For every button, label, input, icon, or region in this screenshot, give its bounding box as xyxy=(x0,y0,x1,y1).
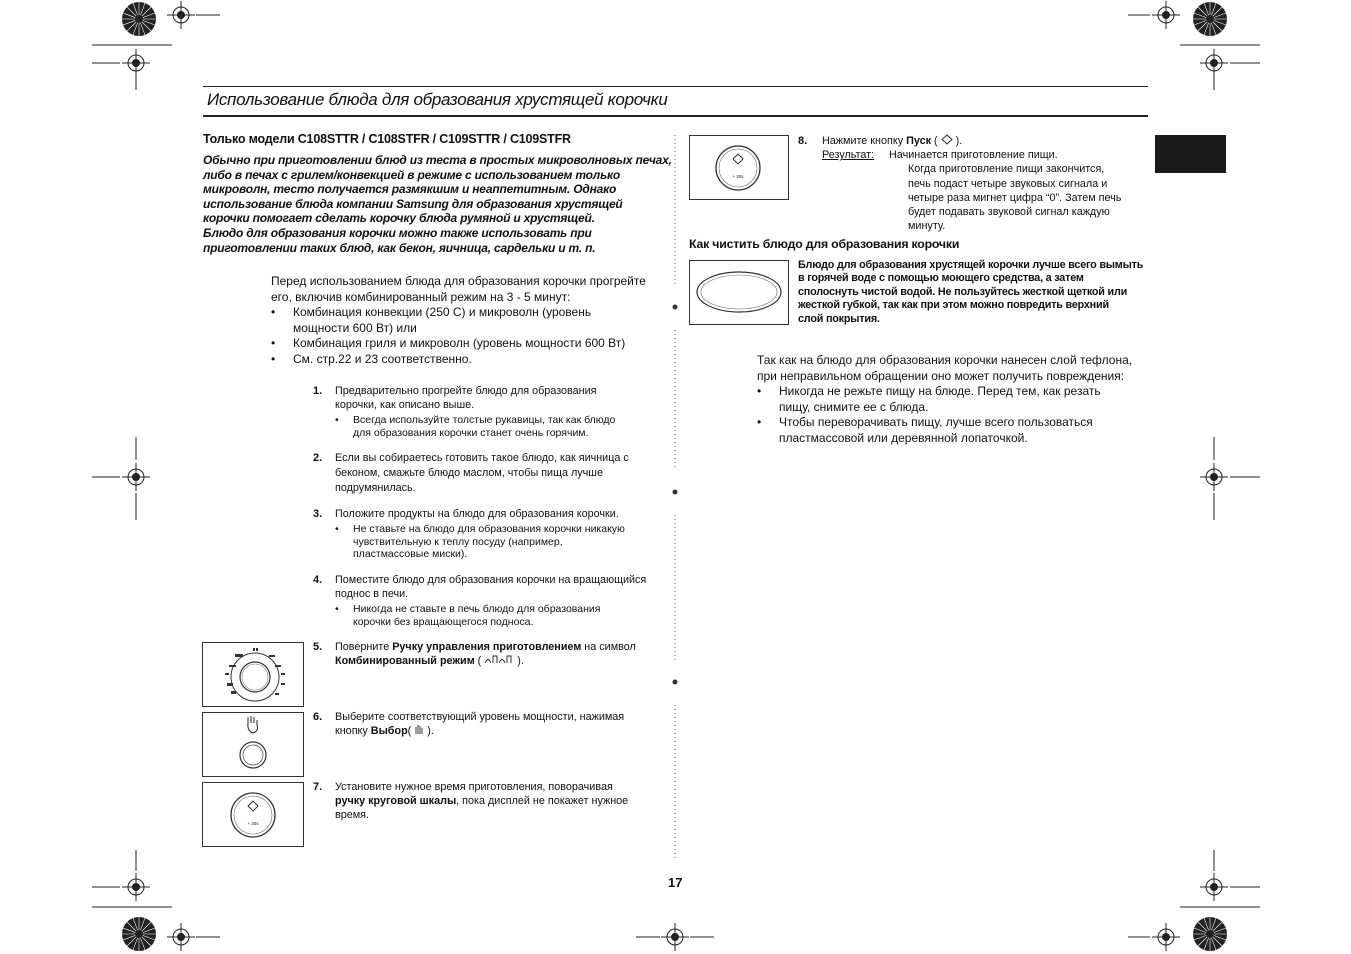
list-item-text: См. стр.22 и 23 соответственно. xyxy=(293,351,472,366)
preheat-line: Перед использованием блюда для образования корочки прогрейте xyxy=(271,274,646,288)
list-item-text: Никогда не режьте пищу на блюде. Перед тем, как резать xyxy=(779,384,1101,398)
step-5 xyxy=(313,640,665,668)
select-button-figure xyxy=(202,712,304,777)
list-item-text: Комбинация конвекции (250 С) и микроволн (уровень xyxy=(293,305,592,319)
step-8 xyxy=(798,134,1153,233)
bullet-icon: • xyxy=(271,351,276,366)
cleaning-heading: Как чистить блюдо для образования корочки xyxy=(689,237,960,251)
intro-line: приготовлении таких блюд, как бекон, яичница, сардельки и т. п. xyxy=(203,240,596,255)
intro-line: Обычно при приготовлении блюд из теста в простых микроволновых печах, xyxy=(203,153,672,167)
start-diamond-icon xyxy=(941,134,953,145)
list-item-text: мощности 600 Вт) или xyxy=(293,320,417,335)
step-keyword: ручку круговой шкалы xyxy=(335,795,457,807)
sunburst-icon xyxy=(1193,917,1227,951)
step-text: Нажмите кнопку xyxy=(822,135,907,147)
step-keyword: Пуск xyxy=(906,135,931,147)
step-text: ). xyxy=(424,725,434,737)
result-text: четыре раза мигнет цифра “0”. Затем печь xyxy=(908,191,1122,204)
intro-line: корочки помогает сделать корочку блюда румяной и хрустящей. xyxy=(203,211,595,226)
step-text: подрумянилась. xyxy=(335,482,416,494)
crusty-plate-icon xyxy=(690,261,788,324)
list-item xyxy=(271,305,666,336)
step-subitem-text: Не ставьте на блюдо для образования корочки никакую xyxy=(353,523,625,535)
cleaning-text xyxy=(798,259,1153,326)
step-text: Предварительно прогрейте блюдо для образования xyxy=(335,385,597,397)
step-text: кнопку xyxy=(335,725,371,737)
intro-paragraph xyxy=(203,153,672,255)
step-subitem-text: пластмассовые миски). xyxy=(353,548,468,560)
result-text: Когда приготовление пищи закончится, xyxy=(908,163,1105,176)
result-text: минуту. xyxy=(908,220,946,233)
step-subitem xyxy=(335,603,665,628)
step-text: время. xyxy=(335,809,370,821)
step-4 xyxy=(313,573,665,628)
crosshair-icon xyxy=(661,923,689,951)
teflon-line: при неправильном обращении оно может получить повреждения: xyxy=(757,368,1125,383)
step-1 xyxy=(313,384,665,439)
combi-mode-icon xyxy=(484,654,514,665)
start-dial-icon xyxy=(203,783,303,846)
step-keyword: Комбинированный режим xyxy=(335,655,475,667)
crosshair-icon xyxy=(167,1,195,29)
step-text: беконом, смажьте блюдо маслом, чтобы пища лучше xyxy=(335,467,603,479)
crosshair-icon xyxy=(1200,873,1228,901)
step-text: Выберите соответствующий уровень мощности, нажимая xyxy=(335,711,625,723)
step-number: 1. xyxy=(313,385,323,397)
crosshair-icon xyxy=(1152,1,1180,29)
start-label: + 30s xyxy=(732,174,744,179)
dial-figure xyxy=(202,782,304,847)
step-text: Поместите блюдо для образования корочки на вращающийся xyxy=(335,574,647,586)
step-subitem-text: Никогда не ставьте в печь блюдо для образования xyxy=(353,603,601,615)
hand-icon xyxy=(414,724,424,735)
bullet-icon: • xyxy=(757,384,762,398)
crosshair-icon xyxy=(122,49,150,77)
page-title: Использование блюда для образования хрустящей корочки xyxy=(207,90,668,109)
step-text: Установите нужное время приготовления, поворачивая xyxy=(335,781,613,793)
cleaning-line: слой покрытия. xyxy=(798,312,880,325)
bullet-icon: • xyxy=(757,415,762,429)
step-subitem-text: для образования корочки станет очень горячим. xyxy=(353,426,589,439)
step-text: ( xyxy=(931,135,941,147)
step-number: 7. xyxy=(313,781,323,793)
cleaning-line: жесткой губкой, так как при этом можно повредить верхний xyxy=(798,299,1109,312)
crosshair-icon xyxy=(1152,923,1180,951)
intro-line: использование блюда компании Samsung для образования хрустящей xyxy=(203,196,623,211)
step-2 xyxy=(313,451,665,496)
teflon-block xyxy=(757,353,1152,446)
step-subitem-text: чувствительную к теплу посуду (например, xyxy=(353,535,563,548)
models-heading: Только модели C108STTR / C108STFR / C109STTR / C109STFR xyxy=(203,132,571,146)
step-text: поднос в печи. xyxy=(335,588,409,600)
list-item-text: пластмассовой или деревянной лопаточкой. xyxy=(779,430,1028,445)
result-text: Начинается приготовление пищи. xyxy=(889,149,1058,162)
bullet-icon: • xyxy=(335,523,339,535)
step-text: Поверните xyxy=(335,641,393,653)
title-rule-top xyxy=(203,86,1148,87)
section-tab xyxy=(1155,135,1226,173)
step-text: ). xyxy=(952,135,963,147)
step-text: ( xyxy=(474,655,485,667)
step-text: ). xyxy=(514,655,524,667)
sunburst-icon xyxy=(1193,2,1227,36)
crosshair-icon xyxy=(122,463,150,491)
step-number: 3. xyxy=(313,508,323,520)
step-text: на символ xyxy=(581,641,636,653)
title-rule-bottom xyxy=(203,115,1148,117)
start-button-icon xyxy=(690,136,788,199)
select-button-icon xyxy=(203,713,303,776)
intro-line: либо в печах с грилем/конвекцией в режиме с использованием только xyxy=(203,167,621,182)
result-text: печь подаст четыре звуковых сигнала и xyxy=(908,177,1108,190)
bullet-icon: • xyxy=(335,414,339,426)
step-text: , пока дисплей не покажет нужное xyxy=(456,795,629,807)
teflon-line: Так как на блюдо для образования корочки нанесен слой тефлона, xyxy=(757,353,1133,367)
sunburst-icon xyxy=(122,917,156,951)
preheat-block xyxy=(271,274,666,367)
step-text: Если вы собираетесь готовить такое блюдо, как яичница с xyxy=(335,452,629,464)
step-number: 2. xyxy=(313,452,323,464)
bullet-icon: • xyxy=(271,305,276,319)
page-number: 17 xyxy=(668,875,683,890)
list-item xyxy=(271,352,666,368)
step-text: корочки, как описано выше. xyxy=(335,399,475,411)
result-label: Результат: xyxy=(822,149,875,162)
step-text: Положите продукты на блюдо для образования корочки. xyxy=(335,508,619,520)
crosshair-icon xyxy=(1200,463,1228,491)
bullet-icon: • xyxy=(335,603,339,615)
crosshair-icon xyxy=(122,873,150,901)
intro-line: Блюдо для образования корочки можно также использовать при xyxy=(203,225,592,240)
cleaning-line: сполоснуть чистой водой. Не пользуйтесь жесткой щеткой или xyxy=(798,285,1128,298)
list-item-text: Чтобы переворачивать пищу, лучше всего пользоваться xyxy=(779,415,1093,429)
list-item xyxy=(757,384,1152,415)
step-number: 8. xyxy=(798,135,808,147)
list-item xyxy=(271,336,666,352)
list-item xyxy=(757,415,1152,446)
mode-dial-icon xyxy=(203,643,303,706)
preheat-line: его, включив комбинированный режим на 3 - 5 минут: xyxy=(271,289,571,304)
start-button-figure xyxy=(689,135,789,200)
step-number: 5. xyxy=(313,641,323,653)
list-item-text: Комбинация гриля и микроволн (уровень мощности 600 Вт) xyxy=(293,336,626,350)
step-keyword: Выбор xyxy=(370,725,408,737)
cleaning-line: Блюдо для образования хрустящей корочки лучше всего вымыть xyxy=(798,259,1144,271)
result-text: будет подавать звуковой сигнал каждую xyxy=(908,206,1110,219)
bullet-icon: • xyxy=(271,336,276,350)
crusty-plate-figure xyxy=(689,260,789,325)
step-6 xyxy=(313,710,665,738)
step-3 xyxy=(313,507,665,561)
control-knob-figure xyxy=(202,642,304,707)
step-7 xyxy=(313,780,665,822)
crosshair-icon xyxy=(1200,49,1228,77)
intro-line: микроволн, тесто получается размякшим и неаппетитным. Однако xyxy=(203,182,617,197)
cleaning-line: в горячей воде с помощью моющего средства, а затем xyxy=(798,272,1084,285)
sunburst-icon xyxy=(122,2,156,36)
crosshair-icon xyxy=(167,923,195,951)
step-number: 6. xyxy=(313,711,323,723)
step-subitem xyxy=(335,414,665,439)
step-subitem-text: корочки без вращающегося подноса. xyxy=(353,615,534,628)
step-subitem xyxy=(335,523,665,561)
step-number: 4. xyxy=(313,574,323,586)
dial-label: + 30s xyxy=(247,821,259,826)
step-text: ( xyxy=(407,725,415,737)
step-subitem-text: Всегда используйте толстые рукавицы, так как блюдо xyxy=(353,414,616,426)
list-item-text: пищу, снимите ее с блюда. xyxy=(779,399,929,414)
step-keyword: Ручку управления приготовлением xyxy=(392,641,582,653)
